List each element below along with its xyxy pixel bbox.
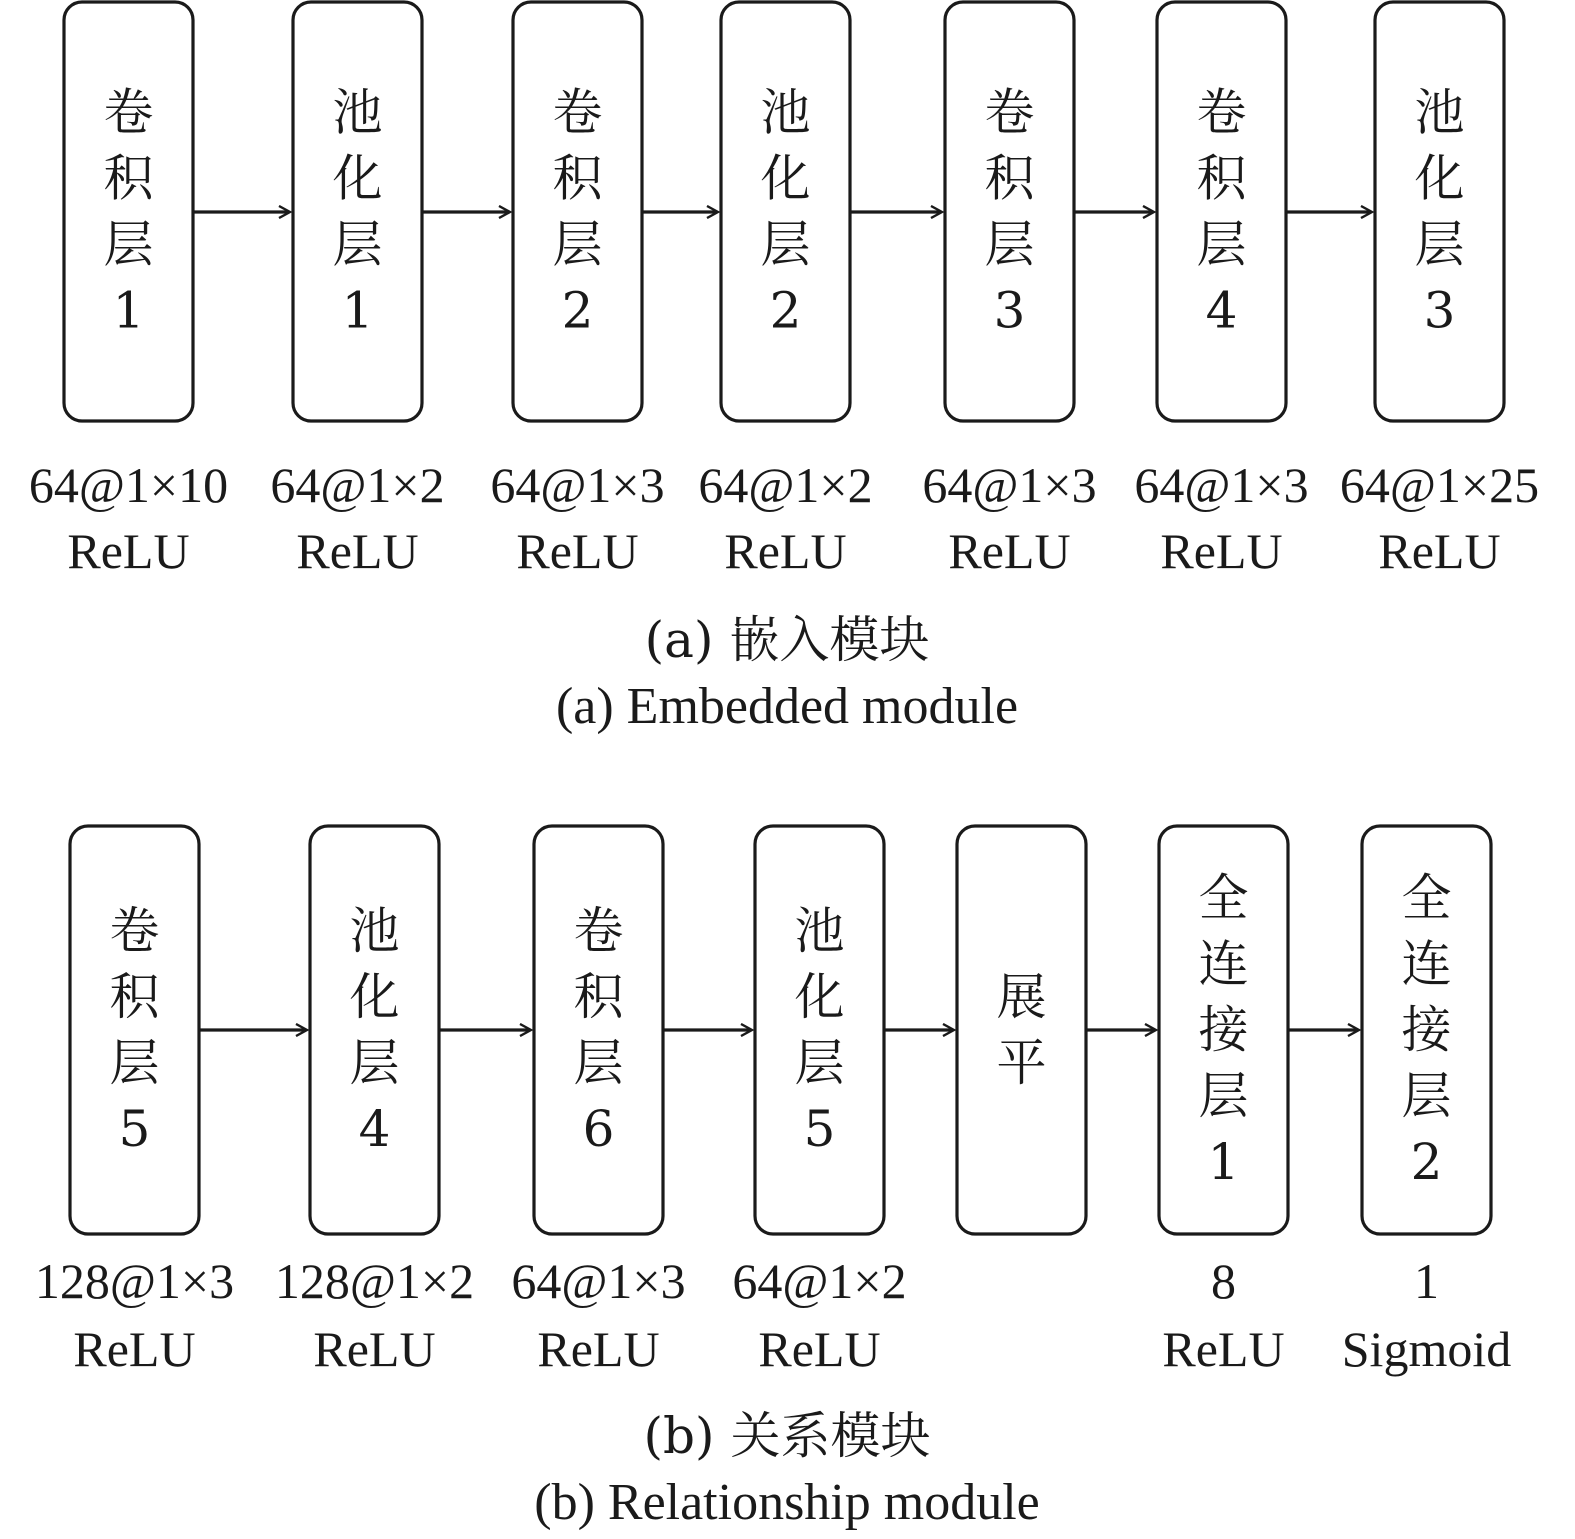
embedded-layer-1-char-4: 1 — [112, 281, 145, 340]
relationship-layer-7-char-2: 连 — [1401, 935, 1452, 993]
relationship-layer-1-char-1: 卷 — [109, 902, 160, 960]
embedded-layer-2-char-1: 池 — [332, 83, 383, 142]
relationship-layer-3-param-1: 64@1×3 — [511, 1253, 686, 1309]
relationship-module — [35, 826, 1511, 1377]
embedded-layer-4-char-4: 2 — [769, 281, 802, 340]
relationship-caption-en: (b) Relationship module — [534, 1474, 1040, 1531]
relationship-layer-block-2 — [310, 826, 439, 1234]
embedded-layer-4-char-2: 化 — [760, 149, 811, 208]
embedded-layer-7-char-1: 池 — [1414, 83, 1465, 142]
relationship-layer-2-char-2: 化 — [349, 968, 400, 1026]
embedded-layer-2-param-1: 64@1×2 — [270, 457, 445, 513]
embedded-layer-block-5 — [945, 2, 1074, 421]
relationship-layer-7-char-1: 全 — [1401, 869, 1452, 927]
embedded-layer-1-param-1: 64@1×10 — [28, 457, 229, 513]
embedded-layer-5-param-2: ReLU — [948, 523, 1071, 579]
embedded-layer-6-char-4: 4 — [1205, 281, 1238, 340]
relationship-layer-7-char-3: 接 — [1401, 1001, 1452, 1059]
relationship-layer-1-char-3: 层 — [109, 1034, 160, 1092]
relationship-layer-4-param-2: ReLU — [758, 1321, 881, 1377]
relationship-layer-7-param-1: 1 — [1414, 1253, 1439, 1309]
embedded-layer-4-char-1: 池 — [760, 83, 811, 142]
embedded-layer-5-char-1: 卷 — [984, 83, 1035, 142]
relationship-layer-6-char-1: 全 — [1198, 869, 1249, 927]
relationship-layer-4-char-4: 5 — [803, 1100, 836, 1158]
embedded-layer-7-char-3: 层 — [1414, 215, 1465, 274]
embedded-layer-2-char-4: 1 — [341, 281, 374, 340]
embedded-layer-2-param-2: ReLU — [296, 523, 419, 579]
embedded-layer-5-char-2: 积 — [984, 149, 1035, 208]
embedded-layer-block-7 — [1375, 2, 1504, 421]
embedded-layer-3-param-2: ReLU — [516, 523, 639, 579]
embedded-layer-4-param-2: ReLU — [724, 523, 847, 579]
relationship-layer-block-1 — [70, 826, 199, 1234]
embedded-layer-block-3 — [513, 2, 642, 421]
relationship-layer-7-param-2: Sigmoid — [1341, 1321, 1512, 1377]
relationship-layer-3-char-2: 积 — [573, 968, 624, 1026]
relationship-layer-3-char-3: 层 — [573, 1034, 624, 1092]
embedded-layer-7-param-1: 64@1×25 — [1339, 457, 1540, 513]
embedded-layer-3-char-2: 积 — [552, 149, 603, 208]
relationship-layer-block-5 — [957, 826, 1086, 1234]
embedded-layer-6-char-1: 卷 — [1196, 83, 1247, 142]
embedded-layer-4-char-3: 层 — [760, 215, 811, 274]
embedded-module — [29, 2, 1539, 579]
relationship-layer-6-char-4: 层 — [1198, 1067, 1249, 1125]
embedded-layer-3-char-3: 层 — [552, 215, 603, 274]
embedded-layer-1-char-2: 积 — [103, 149, 154, 208]
embedded-layer-1-char-3: 层 — [103, 215, 154, 274]
embedded-layer-3-char-1: 卷 — [552, 83, 603, 142]
embedded-layer-block-1 — [64, 2, 193, 421]
relationship-layer-4-char-2: 化 — [794, 968, 845, 1026]
relationship-layer-6-char-3: 接 — [1198, 1001, 1249, 1059]
relationship-layer-4-char-1: 池 — [794, 902, 845, 960]
relationship-layer-5-char-2: 平 — [996, 1034, 1047, 1092]
relationship-layer-6-param-1: 8 — [1211, 1253, 1236, 1309]
relationship-layer-3-char-1: 卷 — [573, 902, 624, 960]
embedded-layer-5-char-3: 层 — [984, 215, 1035, 274]
embedded-layer-1-char-1: 卷 — [103, 83, 154, 142]
embedded-layer-block-6 — [1157, 2, 1286, 421]
relationship-layer-4-param-1: 64@1×2 — [732, 1253, 907, 1309]
embedded-layer-block-2 — [293, 2, 422, 421]
embedded-layer-4-param-1: 64@1×2 — [698, 457, 873, 513]
relationship-layer-2-char-3: 层 — [349, 1034, 400, 1092]
embedded-layer-6-param-1: 64@1×3 — [1134, 457, 1309, 513]
embedded-layer-3-param-1: 64@1×3 — [490, 457, 665, 513]
relationship-layer-6-char-5: 1 — [1207, 1133, 1240, 1191]
relationship-layer-block-4 — [755, 826, 884, 1234]
relationship-layer-2-param-2: ReLU — [313, 1321, 436, 1377]
embedded-layer-6-char-3: 层 — [1196, 215, 1247, 274]
relationship-caption-cn: (b) 关系模块 — [643, 1407, 931, 1465]
embedded-layer-6-param-2: ReLU — [1160, 523, 1283, 579]
embedded-layer-7-char-2: 化 — [1414, 149, 1465, 208]
relationship-layer-3-param-2: ReLU — [537, 1321, 660, 1377]
embedded-layer-2-char-2: 化 — [332, 149, 383, 208]
embedded-layer-5-param-1: 64@1×3 — [922, 457, 1097, 513]
relationship-layer-2-param-1: 128@1×2 — [274, 1253, 475, 1309]
embedded-caption-cn: (a) 嵌入模块 — [644, 611, 930, 669]
relationship-layer-1-char-4: 5 — [118, 1100, 151, 1158]
relationship-layer-1-param-1: 128@1×3 — [34, 1253, 235, 1309]
relationship-layer-7-char-5: 2 — [1410, 1133, 1443, 1191]
relationship-layer-6-char-2: 连 — [1198, 935, 1249, 993]
embedded-layer-7-char-4: 3 — [1423, 281, 1456, 340]
embedded-layer-7-param-2: ReLU — [1378, 523, 1501, 579]
relationship-layer-1-char-2: 积 — [109, 968, 160, 1026]
embedded-layer-1-param-2: ReLU — [67, 523, 190, 579]
embedded-layer-3-char-4: 2 — [561, 281, 594, 340]
embedded-layer-2-char-3: 层 — [332, 215, 383, 274]
relationship-layer-block-3 — [534, 826, 663, 1234]
relationship-layer-2-char-1: 池 — [349, 902, 400, 960]
embedded-layer-5-char-4: 3 — [993, 281, 1026, 340]
embedded-layer-block-4 — [721, 2, 850, 421]
relationship-layer-4-char-3: 层 — [794, 1034, 845, 1092]
relationship-layer-3-char-4: 6 — [582, 1100, 615, 1158]
relationship-layer-7-char-4: 层 — [1401, 1067, 1452, 1125]
embedded-layer-6-char-2: 积 — [1196, 149, 1247, 208]
relationship-layer-5-char-1: 展 — [996, 968, 1047, 1026]
relationship-layer-2-char-4: 4 — [358, 1100, 391, 1158]
embedded-caption-en: (a) Embedded module — [555, 678, 1019, 735]
relationship-layer-6-param-2: ReLU — [1162, 1321, 1285, 1377]
relationship-layer-1-param-2: ReLU — [73, 1321, 196, 1377]
